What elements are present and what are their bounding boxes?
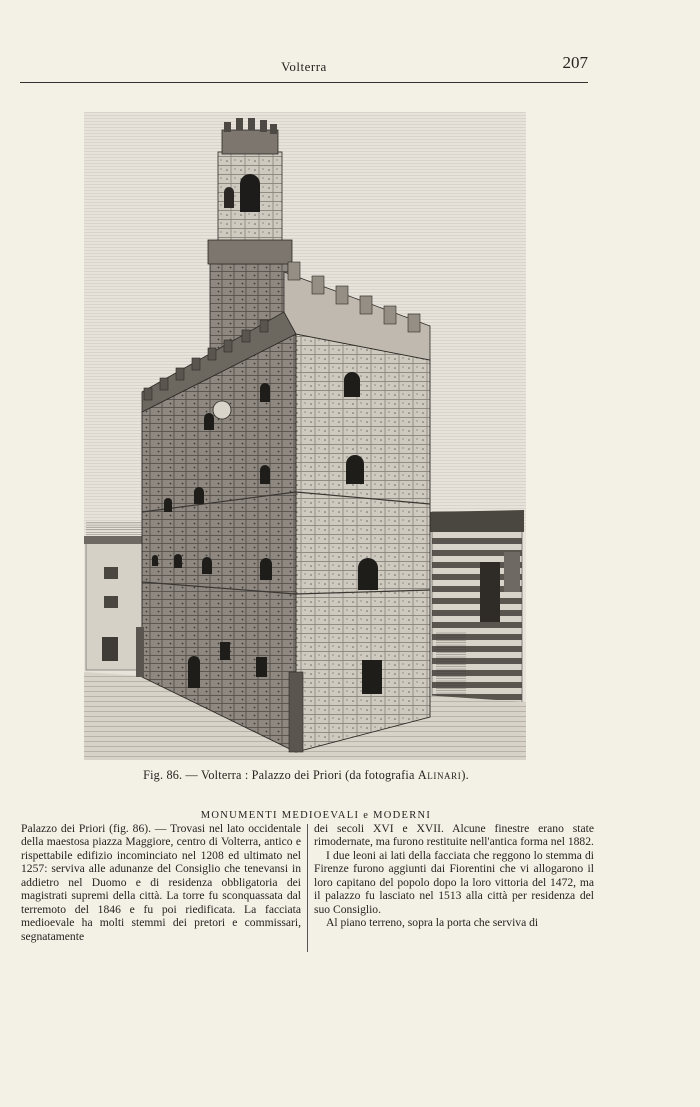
palazzo-engraving bbox=[84, 112, 526, 760]
page-header bbox=[20, 52, 588, 82]
right-paragraph-3: Al piano terreno, sopra la porta che serviva di bbox=[326, 916, 539, 930]
right-column bbox=[314, 822, 594, 930]
running-title: Volterra bbox=[281, 59, 327, 74]
left-column bbox=[21, 822, 301, 943]
header-rule bbox=[20, 82, 588, 83]
right-paragraph-2: I due leoni ai lati della facciata che reggono lo stemma di Firenze furono aggiunti dai Fiorentini che vi allogarono il loro capitano del popolo dopo la loro vittoria del 1472, ma il palazzo fu lasciato nel 1513 alla città per residenza del suo Consiglio. bbox=[314, 848, 594, 916]
page-number: 207 bbox=[562, 53, 588, 72]
body-columns bbox=[21, 822, 593, 982]
caption-text: Fig. 86. — Volterra : Palazzo dei Priori (da fotografia bbox=[143, 768, 418, 782]
engraving-figure bbox=[84, 112, 526, 760]
caption-suffix: ). bbox=[461, 768, 469, 782]
column-divider bbox=[307, 824, 308, 952]
left-paragraph-1: Palazzo dei Priori (fig. 86). — Trovasi nel lato occidentale della maestosa piazza Maggiore, centro di Volterra, antico e rispettabile edifizio incominciato nel 1208 ed ultimato nel 1257: serviva alle adunanze del Consiglio che tenevansi in addietro nel Duomo e di residenza obbligatoria dei magistrati supremi della città. La torre fu sconquassata dal terremoto del 1846 e fu poi riedificata. La facciata medioevale ha molti stemmi dei pretori e commissari, segnatamente bbox=[21, 822, 301, 943]
section-heading: MONUMENTI MEDIOEVALI e MODERNI bbox=[200, 810, 432, 821]
caption-credit: Alinari bbox=[417, 768, 462, 782]
right-paragraph-1: dei secoli XVI e XVII. Alcune finestre erano state rimodernate, ma furono restituite nell'antica forma nel 1882. bbox=[314, 822, 594, 849]
figure-caption bbox=[0, 768, 612, 783]
